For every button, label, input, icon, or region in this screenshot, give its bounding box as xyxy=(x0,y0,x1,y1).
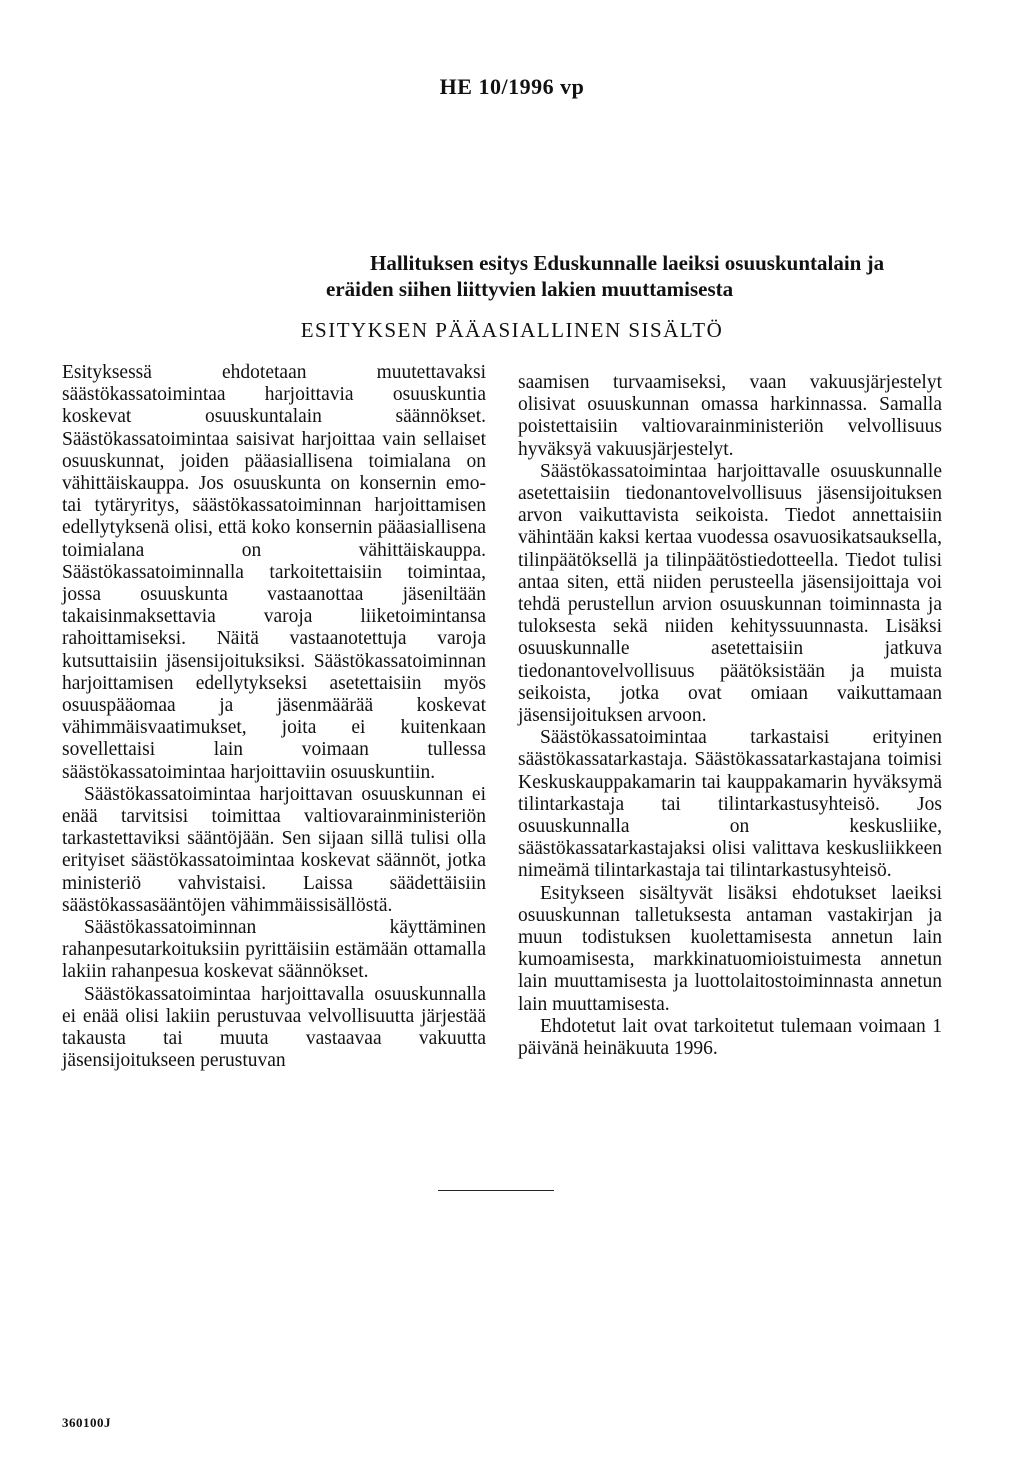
section-divider xyxy=(438,1190,554,1191)
title-line-2: eräiden siihen liittyvien lakien muuttamisesta xyxy=(326,277,734,301)
document-title xyxy=(326,250,966,302)
paragraph: Säästökassatoimintaa harjoittavan osuuskunnan ei enää tarvitsisi toimittaa valtiovarainministeriön tarkastettaviksi sääntöjään. Sen sijaan sillä tulisi olla erityiset säästökassatoimintaa koskevat säännöt, jotka ministeriö vahvistaisi. Laissa säädettäisiin säästökassasääntöjen vähimmäissisällöstä. xyxy=(62,783,486,916)
paragraph: Säästökassatoimintaa harjoittavalle osuuskunnalle asetettaisiin tiedonantovelvollisuus jäsensijoituksen arvon vaikuttavista seikoista. Tiedot annettaisiin vähintään kaksi kertaa vuodessa osavuosikatsauksella, tilinpäätöksellä ja tilinpäätöstiedotteella. Tiedot tulisi antaa siten, että niiden perusteella jäsensijoittaja voi tehdä perustellun arvion osuuskunnan toiminnasta ja tuloksesta sekä niiden kehityssuunnasta. Lisäksi osuuskunnalle asetettaisiin jatkuva tiedonantovelvollisuus päätöksistään ja muista seikoista, jotka ovat omiaan vaikuttamaan jäsensijoituksen arvoon. xyxy=(518,460,943,727)
paragraph: Esitykseen sisältyvät lisäksi ehdotukset laeiksi osuuskunnan talletuksesta antaman vastakirjan ja muun todistuksen kuolettamisesta annetun lain kumoamisesta, markkinatuomioistuimesta annetun lain muuttamisesta ja luottolaitostoiminnasta annetun lain muuttamisesta. xyxy=(518,882,942,1015)
left-column xyxy=(62,362,486,1073)
paragraph: saamisen turvaamiseksi, vaan vakuusjärjestelyt olisivat osuuskunnan omassa harkinnassa. Samalla poistettaisiin valtiovarainministeriön velvollisuus hyväksyä vakuusjärjestelyt. xyxy=(518,372,942,460)
title-line-1: Hallituksen esitys Eduskunnalle laeiksi osuuskuntalain ja xyxy=(370,251,885,275)
paragraph: Esityksessä ehdotetaan muutettavaksi säästökassatoimintaa harjoittavia osuuskuntia koskevat osuuskuntalain säännökset. Säästökassatoimintaa saisivat harjoittaa vain sellaiset osuuskunnat, joiden pääasiallisena toimialana on vähittäiskauppa. Jos osuuskunta on konsernin emo- tai tytäryritys, säästökassatoiminnan harjoittamisen edellytyksenä olisi, että koko konsernin pääasiallisena toimialana on vähittäiskauppa. Säästökassatoiminnalla tarkoitettaisiin toimintaa, jossa osuuskunta vastaanottaa jäseniltään takaisinmaksettavia varoja liiketoimintansa rahoittamiseksi. Näitä vastaanotettuja varoja kutsuttaisiin jäsensijoituksiksi. Säästökassatoiminnan harjoittamisen edellytykseksi asetettaisiin myös osuuspääomaa ja jäsenmäärää koskevat vähimmäisvaatimukset, joita ei kuitenkaan sovellettaisi lain voimaan tullessa säästökassatoimintaa harjoittaviin osuuskuntiin. xyxy=(62,362,486,783)
document-number: HE 10/1996 vp xyxy=(439,74,585,99)
paragraph: Säästökassatoimintaa tarkastaisi erityinen säästökassatarkastaja. Säästökassatarkastajana toimisi Keskuskauppakamarin tai kauppakamarin hyväksymä tilintarkastaja tai tilintarkastusyhteisö. Jos osuuskunnalla on keskusliike, säästökassatarkastajaksi olisi valittava keskusliikkeen nimeämä tilintarkastaja tai tilintarkastusyhteisö. xyxy=(518,727,942,882)
paragraph: Säästökassatoiminnan käyttäminen rahanpesutarkoituksiin pyrittäisiin estämään ottamalla lakiin rahanpesua koskevat säännökset. xyxy=(62,917,486,983)
right-column xyxy=(518,372,942,1060)
footer-code: 360100J xyxy=(62,1415,111,1430)
paragraph: Säästökassatoimintaa harjoittavalla osuuskunnalla ei enää olisi lakiin perustuvaa velvollisuutta järjestää takausta tai muuta vastaavaa vakuutta jäsensijoitukseen perustuvan xyxy=(62,983,486,1072)
paragraph: Ehdotetut lait ovat tarkoitetut tulemaan voimaan 1 päivänä heinäkuuta 1996. xyxy=(518,1015,942,1060)
summary-heading: ESITYKSEN PÄÄASIALLINEN SISÄLTÖ xyxy=(300,318,724,342)
